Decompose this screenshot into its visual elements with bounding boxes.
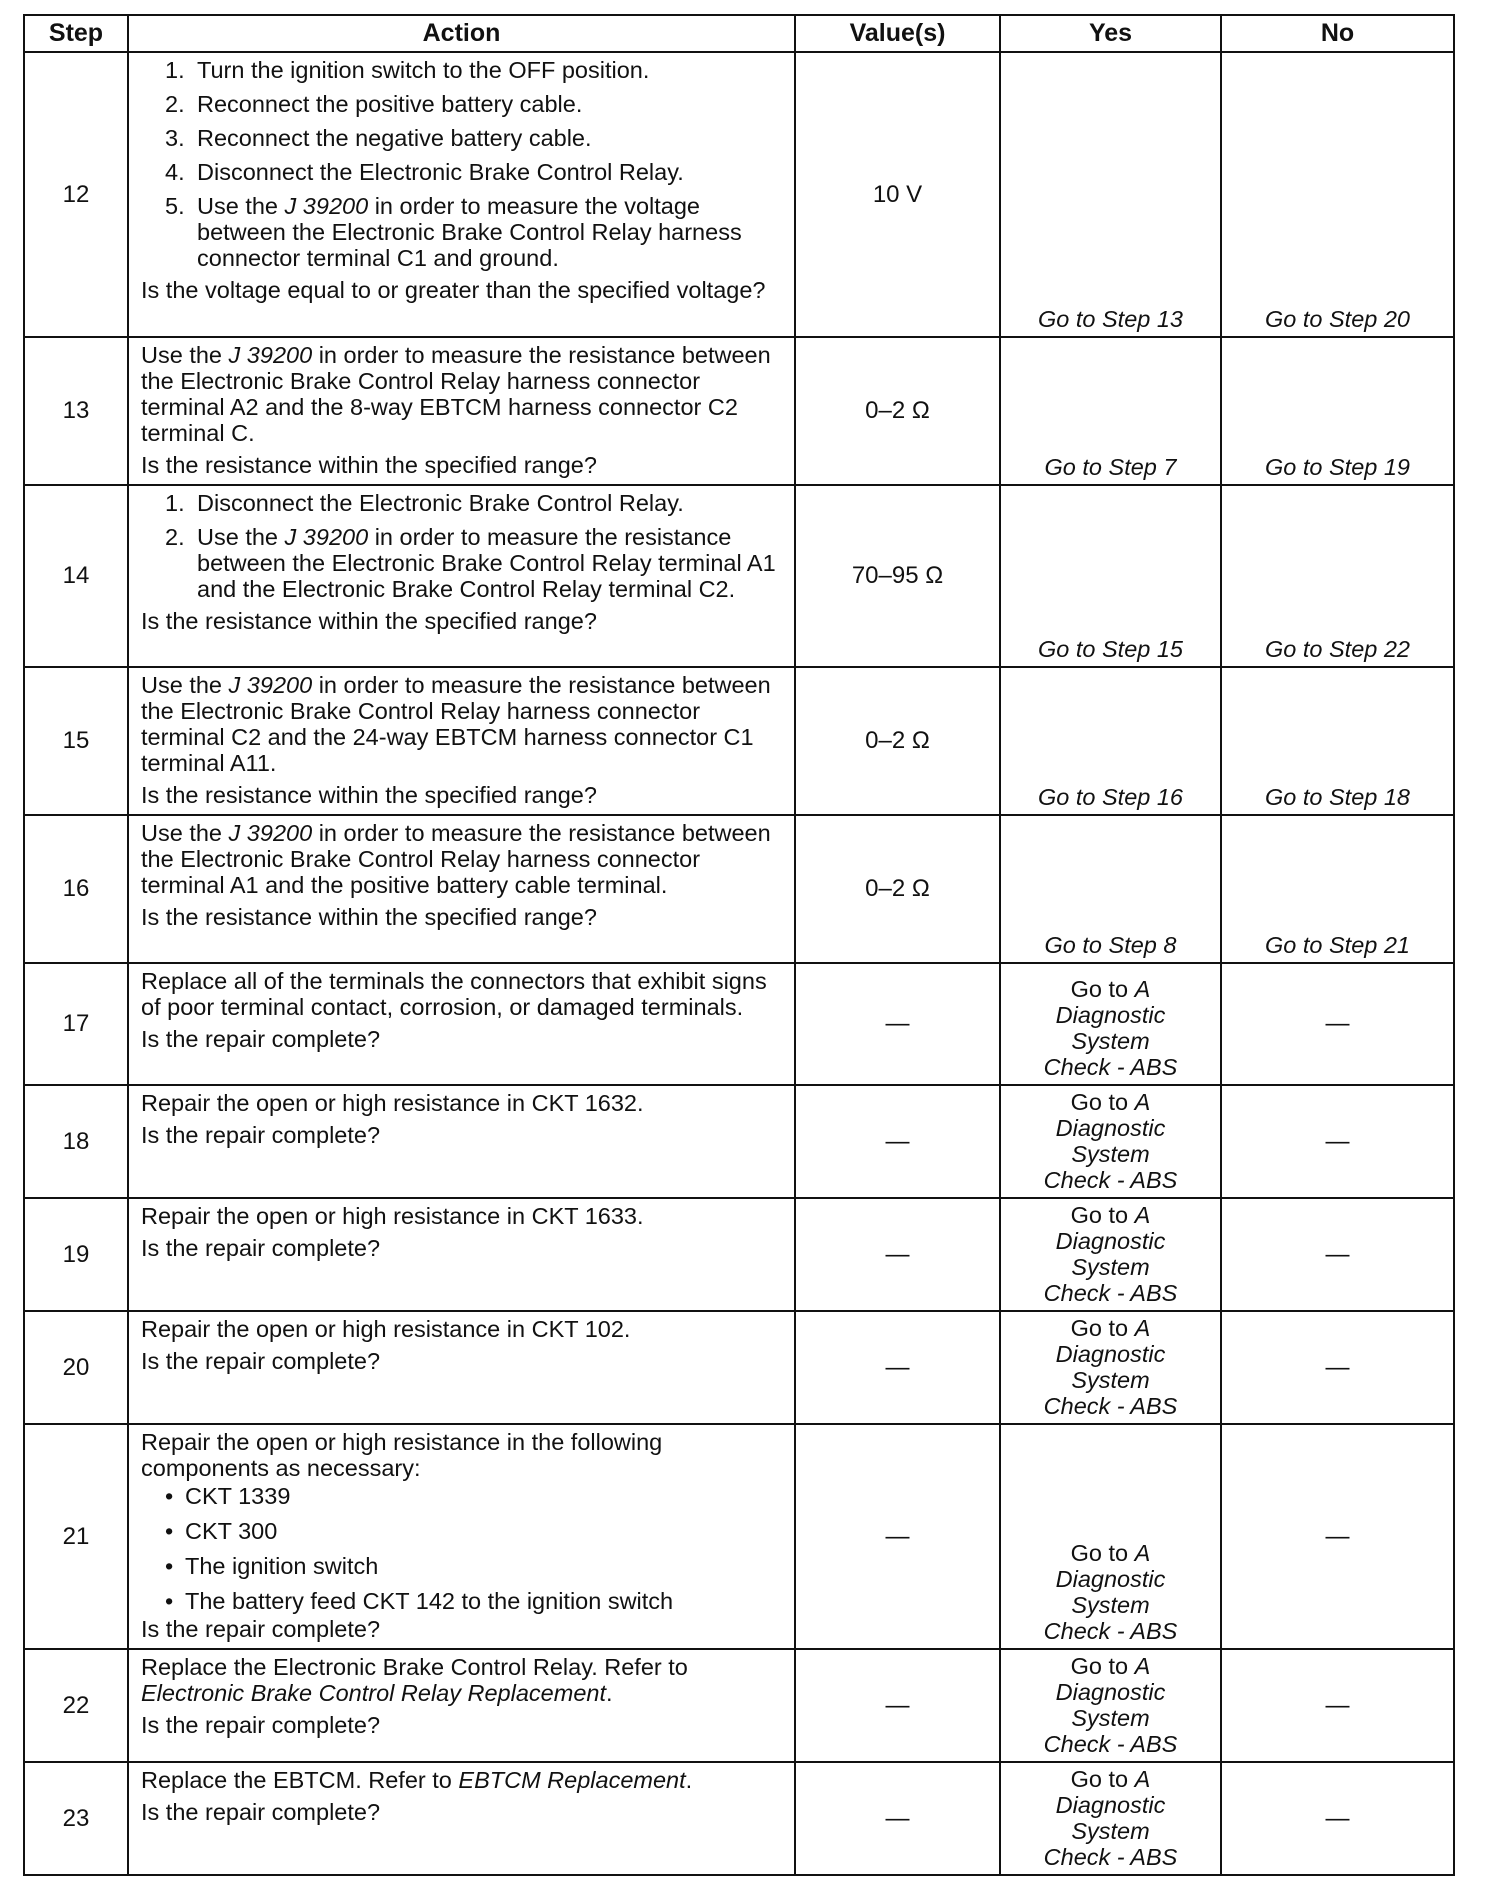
diagnostic-check-link bbox=[1001, 1315, 1220, 1419]
list-item bbox=[141, 490, 784, 516]
yes-cell bbox=[1000, 1311, 1221, 1424]
diagnostic-check-link bbox=[1001, 1653, 1220, 1757]
header-no: No bbox=[1221, 15, 1454, 52]
diag-line: Diagnostic bbox=[1055, 1792, 1166, 1818]
question-text: Is the repair complete? bbox=[141, 1616, 381, 1642]
question-text: Is the repair complete? bbox=[141, 1712, 381, 1738]
diag-line: Diagnostic bbox=[1055, 1566, 1166, 1592]
diag-line: Diagnostic bbox=[1055, 1115, 1166, 1141]
bullet: • bbox=[165, 1588, 174, 1614]
action-text-part: . bbox=[685, 1767, 693, 1793]
item-text: in order to measure the voltage between the Electronic Brake Control Relay harness connector terminal C1 and ground. bbox=[197, 193, 742, 271]
tool-name: J 39200 bbox=[228, 672, 313, 698]
bullet: • bbox=[165, 1518, 174, 1544]
action-text: Repair the open or high resistance in CKT 102. bbox=[141, 1316, 631, 1342]
item-number: 4. bbox=[165, 159, 185, 185]
diag-line: Check - ABS bbox=[1043, 1844, 1178, 1870]
diagnostic-check-link bbox=[1001, 1202, 1220, 1306]
diag-line: System bbox=[1071, 1705, 1150, 1731]
table-row bbox=[24, 963, 1454, 1085]
value-cell: 0–2 Ω bbox=[795, 337, 1000, 485]
table-row bbox=[24, 1085, 1454, 1198]
question-text: Is the resistance within the specified range? bbox=[141, 608, 597, 634]
bullet: • bbox=[165, 1553, 174, 1579]
action-cell bbox=[128, 337, 795, 485]
list-item bbox=[141, 125, 784, 151]
diag-line: Go to bbox=[1070, 1766, 1135, 1792]
diag-line: Diagnostic bbox=[1055, 1002, 1166, 1028]
value-cell: — bbox=[795, 1085, 1000, 1198]
diag-line: Go to bbox=[1070, 1540, 1135, 1566]
item-text: CKT 1339 bbox=[185, 1483, 291, 1509]
action-text: Replace all of the terminals the connectors that exhibit signs of poor terminal contact, corrosion, or damaged terminals. bbox=[141, 968, 767, 1020]
question-text: Is the repair complete? bbox=[141, 1026, 381, 1052]
item-text: The ignition switch bbox=[185, 1553, 379, 1579]
table-row bbox=[24, 337, 1454, 485]
item-number: 1. bbox=[165, 57, 185, 83]
step-number: 15 bbox=[24, 667, 128, 815]
item-text: Reconnect the positive battery cable. bbox=[197, 91, 583, 117]
tool-name: J 39200 bbox=[228, 820, 313, 846]
no-cell: Go to Step 20 bbox=[1221, 52, 1454, 337]
step-number: 12 bbox=[24, 52, 128, 337]
question-text: Is the repair complete? bbox=[141, 1799, 381, 1825]
value-cell: — bbox=[795, 1762, 1000, 1875]
no-cell: Go to Step 19 bbox=[1221, 337, 1454, 485]
question-text: Is the resistance within the specified range? bbox=[141, 452, 597, 478]
action-text-part: in order to measure the resistance between the Electronic Brake Control Relay harness connector terminal A2 and the 8-way EBTCM harness connector C2 terminal C. bbox=[141, 342, 771, 446]
table-row bbox=[24, 1762, 1454, 1875]
action-text-part: Use the bbox=[141, 820, 229, 846]
question-text: Is the repair complete? bbox=[141, 1348, 381, 1374]
question-text: Is the resistance within the specified range? bbox=[141, 782, 597, 808]
value-cell: 10 V bbox=[795, 52, 1000, 337]
diag-line: Go to bbox=[1070, 1202, 1135, 1228]
diag-line: System bbox=[1071, 1254, 1150, 1280]
item-text: Turn the ignition switch to the OFF position. bbox=[197, 57, 650, 83]
action-cell bbox=[128, 815, 795, 963]
diag-line: Diagnostic bbox=[1055, 1341, 1166, 1367]
action-text bbox=[141, 1654, 784, 1706]
yes-cell bbox=[1000, 1762, 1221, 1875]
no-cell: — bbox=[1221, 1649, 1454, 1762]
step-number: 13 bbox=[24, 337, 128, 485]
yes-cell bbox=[1000, 1424, 1221, 1649]
list-item bbox=[141, 1483, 784, 1509]
diag-line: Diagnostic bbox=[1055, 1679, 1166, 1705]
step-number: 18 bbox=[24, 1085, 128, 1198]
no-cell: Go to Step 18 bbox=[1221, 667, 1454, 815]
diag-line: Check - ABS bbox=[1043, 1393, 1178, 1419]
diag-line: Diagnostic bbox=[1055, 1228, 1166, 1254]
header-yes: Yes bbox=[1000, 15, 1221, 52]
tool-name: J 39200 bbox=[284, 193, 369, 219]
table-row bbox=[24, 667, 1454, 815]
action-text bbox=[141, 1767, 784, 1793]
yes-cell: Go to Step 8 bbox=[1000, 815, 1221, 963]
list-item bbox=[141, 159, 784, 185]
item-number: 2. bbox=[165, 91, 185, 117]
action-text-part: . bbox=[606, 1680, 613, 1706]
list-item bbox=[141, 524, 784, 602]
diag-line: System bbox=[1071, 1367, 1150, 1393]
yes-cell: Go to Step 7 bbox=[1000, 337, 1221, 485]
yes-cell bbox=[1000, 1198, 1221, 1311]
diag-line: A bbox=[1134, 1315, 1151, 1341]
list-item bbox=[141, 91, 784, 117]
step-number: 19 bbox=[24, 1198, 128, 1311]
yes-cell: Go to Step 13 bbox=[1000, 52, 1221, 337]
action-cell bbox=[128, 667, 795, 815]
table-header-row bbox=[24, 15, 1454, 52]
header-action: Action bbox=[128, 15, 795, 52]
action-cell bbox=[128, 1311, 795, 1424]
diagnostic-check-link bbox=[1001, 1766, 1220, 1870]
diag-line: Check - ABS bbox=[1043, 1054, 1178, 1080]
item-number: 5. bbox=[165, 193, 185, 219]
question-text: Is the repair complete? bbox=[141, 1122, 381, 1148]
step-number: 14 bbox=[24, 485, 128, 667]
diagnostic-check-link bbox=[1001, 976, 1220, 1080]
question-text: Is the resistance within the specified range? bbox=[141, 904, 597, 930]
list-item bbox=[141, 57, 784, 83]
list-item bbox=[141, 1553, 784, 1579]
table-row bbox=[24, 1649, 1454, 1762]
bullet-list bbox=[141, 1483, 784, 1614]
table-row bbox=[24, 1198, 1454, 1311]
diag-line: Check - ABS bbox=[1043, 1167, 1178, 1193]
diag-line: System bbox=[1071, 1028, 1150, 1054]
diag-line: A bbox=[1134, 1202, 1151, 1228]
item-number: 2. bbox=[165, 524, 185, 550]
yes-cell bbox=[1000, 963, 1221, 1085]
no-cell: — bbox=[1221, 1311, 1454, 1424]
yes-cell: Go to Step 15 bbox=[1000, 485, 1221, 667]
diagnostic-check-link bbox=[1001, 1540, 1220, 1644]
value-cell: 0–2 Ω bbox=[795, 815, 1000, 963]
diag-line: A bbox=[1134, 1653, 1151, 1679]
diag-line: A bbox=[1134, 976, 1151, 1002]
diag-line: Go to bbox=[1070, 976, 1135, 1002]
item-text: Use the bbox=[197, 193, 285, 219]
no-cell: — bbox=[1221, 1198, 1454, 1311]
action-cell bbox=[128, 1198, 795, 1311]
header-values: Value(s) bbox=[795, 15, 1000, 52]
action-text-part: in order to measure the resistance between the Electronic Brake Control Relay harness connector terminal A1 and the positive battery cable terminal. bbox=[141, 820, 771, 898]
step-number: 21 bbox=[24, 1424, 128, 1649]
diag-line: Go to bbox=[1070, 1089, 1135, 1115]
step-number: 17 bbox=[24, 963, 128, 1085]
diag-line: System bbox=[1071, 1592, 1150, 1618]
yes-cell: Go to Step 16 bbox=[1000, 667, 1221, 815]
item-text: The battery feed CKT 142 to the ignition switch bbox=[185, 1588, 674, 1614]
question-text: Is the voltage equal to or greater than the specified voltage? bbox=[141, 277, 766, 303]
action-text-part: Replace the EBTCM. Refer to bbox=[141, 1767, 459, 1793]
numbered-list bbox=[141, 490, 784, 602]
value-cell: — bbox=[795, 1198, 1000, 1311]
action-text-part: Replace the Electronic Brake Control Relay. Refer to bbox=[141, 1654, 688, 1680]
no-cell: — bbox=[1221, 1085, 1454, 1198]
action-text: Repair the open or high resistance in the following components as necessary: bbox=[141, 1429, 663, 1481]
value-cell: — bbox=[795, 963, 1000, 1085]
numbered-list bbox=[141, 57, 784, 271]
no-cell: Go to Step 21 bbox=[1221, 815, 1454, 963]
no-cell: — bbox=[1221, 1424, 1454, 1649]
action-text-part: in order to measure the resistance between the Electronic Brake Control Relay harness connector terminal C2 and the 24-way EBTCM harness connector C1 terminal A11. bbox=[141, 672, 771, 776]
no-cell: — bbox=[1221, 1762, 1454, 1875]
value-cell: — bbox=[795, 1424, 1000, 1649]
item-number: 3. bbox=[165, 125, 185, 151]
reference-link[interactable]: Electronic Brake Control Relay Replacement bbox=[141, 1680, 606, 1706]
action-text bbox=[141, 820, 784, 898]
diag-line: Check - ABS bbox=[1043, 1618, 1178, 1644]
list-item bbox=[141, 1588, 784, 1614]
diag-line: Check - ABS bbox=[1043, 1280, 1178, 1306]
action-text-part: Use the bbox=[141, 672, 229, 698]
diag-line: Go to bbox=[1070, 1653, 1135, 1679]
header-step: Step bbox=[24, 15, 128, 52]
step-number: 23 bbox=[24, 1762, 128, 1875]
diagnostic-check-link bbox=[1001, 1089, 1220, 1193]
action-cell bbox=[128, 1762, 795, 1875]
no-cell: — bbox=[1221, 963, 1454, 1085]
table-row bbox=[24, 485, 1454, 667]
diagnostic-table-page bbox=[23, 14, 1453, 1876]
value-cell: — bbox=[795, 1311, 1000, 1424]
action-cell bbox=[128, 52, 795, 337]
no-cell: Go to Step 22 bbox=[1221, 485, 1454, 667]
diag-line: Check - ABS bbox=[1043, 1731, 1178, 1757]
action-text-part: Use the bbox=[141, 342, 229, 368]
action-text: Repair the open or high resistance in CKT 1633. bbox=[141, 1203, 644, 1229]
step-number: 20 bbox=[24, 1311, 128, 1424]
diag-line: System bbox=[1071, 1141, 1150, 1167]
reference-link[interactable]: EBTCM Replacement bbox=[458, 1767, 686, 1793]
diag-line: A bbox=[1134, 1766, 1151, 1792]
step-number: 22 bbox=[24, 1649, 128, 1762]
item-text: in order to measure the resistance between the Electronic Brake Control Relay terminal A1 and the Electronic Brake Control Relay terminal C2. bbox=[197, 524, 776, 602]
table-row bbox=[24, 815, 1454, 963]
action-cell bbox=[128, 1649, 795, 1762]
table-row bbox=[24, 1424, 1454, 1649]
item-text: CKT 300 bbox=[185, 1518, 278, 1544]
step-number: 16 bbox=[24, 815, 128, 963]
action-cell bbox=[128, 1085, 795, 1198]
action-text bbox=[141, 342, 784, 446]
diag-line: System bbox=[1071, 1818, 1150, 1844]
item-text: Disconnect the Electronic Brake Control Relay. bbox=[197, 159, 684, 185]
yes-cell bbox=[1000, 1649, 1221, 1762]
value-cell: 0–2 Ω bbox=[795, 667, 1000, 815]
item-text: Reconnect the negative battery cable. bbox=[197, 125, 592, 151]
list-item bbox=[141, 193, 784, 271]
question-text: Is the repair complete? bbox=[141, 1235, 381, 1261]
action-cell bbox=[128, 1424, 795, 1649]
table-row bbox=[24, 1311, 1454, 1424]
value-cell: 70–95 Ω bbox=[795, 485, 1000, 667]
value-cell: — bbox=[795, 1649, 1000, 1762]
tool-name: J 39200 bbox=[228, 342, 313, 368]
action-text: Repair the open or high resistance in CKT 1632. bbox=[141, 1090, 644, 1116]
diag-line: Go to bbox=[1070, 1315, 1135, 1341]
table-row bbox=[24, 52, 1454, 337]
action-cell bbox=[128, 485, 795, 667]
diag-line: A bbox=[1134, 1540, 1151, 1566]
bullet: • bbox=[165, 1483, 174, 1509]
item-number: 1. bbox=[165, 490, 185, 516]
diag-line: A bbox=[1134, 1089, 1151, 1115]
action-cell bbox=[128, 963, 795, 1085]
yes-cell bbox=[1000, 1085, 1221, 1198]
tool-name: J 39200 bbox=[284, 524, 369, 550]
item-text: Disconnect the Electronic Brake Control Relay. bbox=[197, 490, 684, 516]
item-text: Use the bbox=[197, 524, 285, 550]
list-item bbox=[141, 1518, 784, 1544]
action-text bbox=[141, 672, 784, 776]
diagnostic-table bbox=[23, 14, 1455, 1876]
